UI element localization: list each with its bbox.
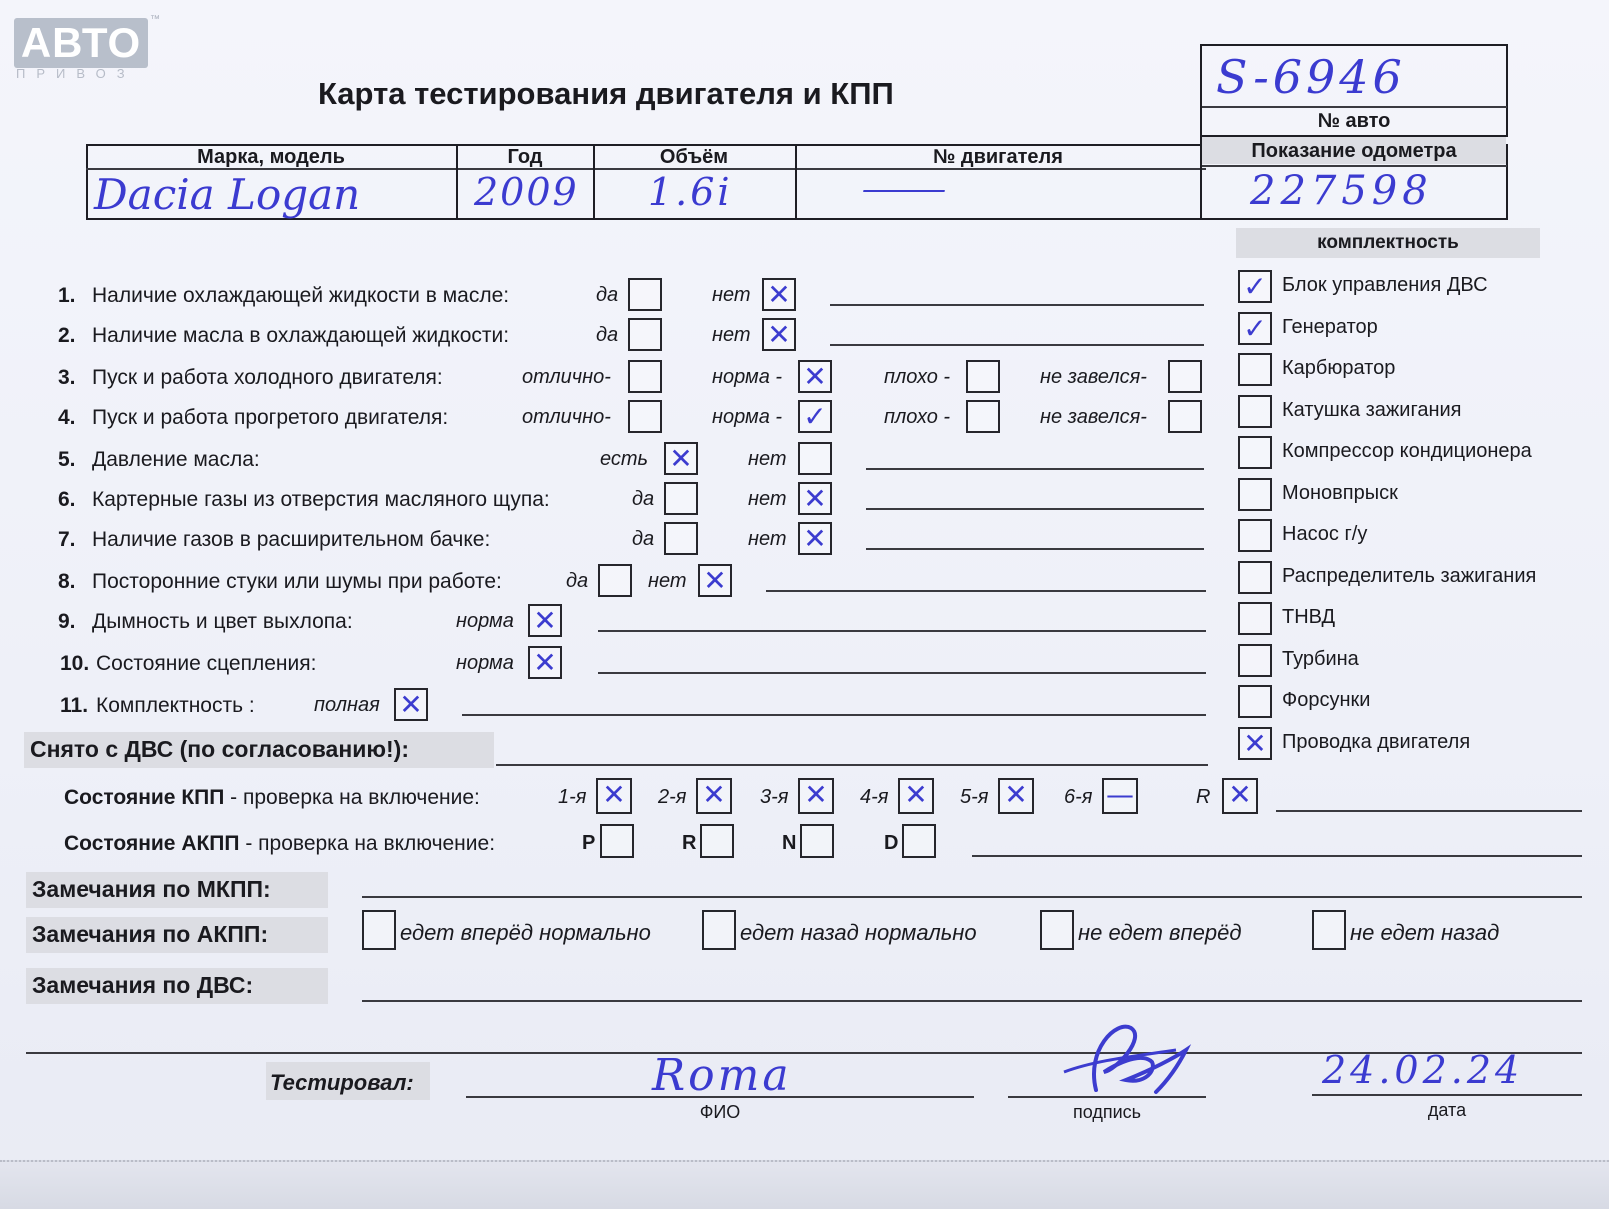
check-6-checkbox-2-mark: ✕ [803,482,827,515]
check-8-option-label-2: нет [648,570,687,592]
check-1-checkbox-2-mark: ✕ [767,278,791,311]
check-7-checkbox-2[interactable] [798,522,832,555]
kpp-gear-checkbox-3[interactable] [798,778,834,814]
check-9-note-line [598,630,1206,632]
completeness-label-3: Карбюратор [1282,357,1396,379]
check-6-option-label-2: нет [748,488,787,510]
check-label-6: Картерные газы из отверстия масляного щупа: [92,488,550,511]
check-4-checkbox-1[interactable] [628,400,662,433]
check-9-option-label-1: норма [456,610,514,632]
check-1-checkbox-1[interactable] [628,278,662,311]
completeness-label-11: Форсунки [1282,689,1371,711]
completeness-checkbox-9[interactable] [1238,602,1272,635]
completeness-checkbox-6[interactable] [1238,478,1272,511]
akpp-remark-checkbox-4[interactable] [1312,910,1346,950]
completeness-checkbox-7[interactable] [1238,519,1272,552]
check-3-checkbox-1[interactable] [628,360,662,393]
check-10-note-line [598,672,1206,674]
kpp-gear-label-7: R [1196,786,1211,808]
akpp-remark-label-4: не едет назад [1350,920,1500,945]
check-5-checkbox-1-mark: ✕ [669,442,693,475]
akpp-gear-label-1: P [582,832,596,854]
completeness-label-5: Компрессор кондиционера [1282,440,1532,462]
check-10-option-label-1: норма [456,652,514,674]
completeness-checkbox-10[interactable] [1238,644,1272,677]
akpp-remark-label-1: едет вперёд нормально [400,920,651,945]
check-9-checkbox-1[interactable] [528,604,562,637]
test-date: 24.02.24 [1322,1048,1524,1092]
kpp-gear-checkbox-3-mark: ✕ [804,778,828,811]
completeness-label-10: Турбина [1282,647,1359,670]
kpp-gear-checkbox-6-mark: — [1106,778,1134,811]
check-4-checkbox-2[interactable] [798,400,832,433]
check-7-option-label-2: нет [748,528,787,550]
akpp-gear-label-4: D [884,832,899,854]
completeness-checkbox-5[interactable] [1238,436,1272,469]
check-2-checkbox-2-mark: ✕ [767,318,791,351]
akpp-remarks-label: Замечания по АКПП: [32,921,269,947]
check-11-checkbox-1[interactable] [394,688,428,721]
check-5-checkbox-2[interactable] [798,442,832,475]
date-caption: дата [1427,1100,1467,1120]
check-5-option-label-1: есть [600,448,649,470]
kpp-gear-checkbox-6[interactable] [1102,778,1138,814]
completeness-label-2: Генератор [1282,315,1378,338]
check-number-6: 6. [58,488,76,511]
completeness-checkbox-3[interactable] [1238,353,1272,386]
signature-caption: подпись [1072,1102,1142,1122]
check-8-checkbox-2[interactable] [698,564,732,597]
kpp-gear-checkbox-2-mark: ✕ [702,778,726,811]
check-6-checkbox-1[interactable] [664,482,698,515]
check-number-2: 2. [58,324,76,347]
check-11-checkbox-1-mark: ✕ [399,688,423,721]
avtoprivoz-logo: АВТО [14,18,148,68]
name-caption: ФИО [699,1102,741,1122]
completeness-label-7: Насос г/у [1282,523,1368,545]
kpp-gear-checkbox-7-mark: ✕ [1228,778,1252,811]
check-number-1: 1. [58,284,76,307]
check-4-checkbox-2-mark: ✓ [803,400,827,433]
check-label-3: Пуск и работа холодного двигателя: [92,366,443,389]
check-5-checkbox-1[interactable] [664,442,698,475]
make-model-value: Dacia Logan [94,170,361,219]
completeness-label-12: Проводка двигателя [1282,730,1471,753]
akpp-remark-checkbox-2[interactable] [702,910,736,950]
completeness-checkbox-12-mark: ✕ [1243,726,1267,760]
check-label-1: Наличие охлаждающей жидкости в масле: [92,284,510,307]
check-9-checkbox-1-mark: ✕ [533,604,557,637]
check-3-checkbox-4[interactable] [1168,360,1202,393]
check-1-option-label-1: да [596,284,619,306]
completeness-title: комплектность [1317,232,1459,253]
check-2-option-label-2: нет [712,324,751,346]
check-11-option-label-1: полная [314,694,380,716]
check-2-option-label-1: да [596,324,619,346]
check-8-checkbox-2-mark: ✕ [703,564,727,597]
completeness-checkbox-1-mark: ✓ [1243,270,1267,303]
check-10-checkbox-1[interactable] [528,646,562,679]
check-number-8: 8. [58,570,76,593]
completeness-label-4: Катушка зажигания [1282,398,1462,421]
check-3-option-label-3: плохо - [884,366,951,388]
odometer-header: Показание одометра [1251,140,1457,162]
akpp-gear-checkbox-2[interactable] [700,824,734,858]
completeness-checkbox-11[interactable] [1238,685,1272,718]
kpp-gear-checkbox-1[interactable] [596,778,632,814]
completeness-checkbox-1[interactable] [1238,270,1272,303]
engine-number-value: ——— [862,172,943,207]
check-1-checkbox-2[interactable] [762,278,796,311]
kpp-gear-checkbox-2[interactable] [696,778,732,814]
kpp-gear-label-1: 1-я [558,786,587,808]
check-4-checkbox-4[interactable] [1168,400,1202,433]
check-3-checkbox-2[interactable] [798,360,832,393]
car-number-value: S-6946 [1216,50,1406,104]
dvs-remarks-label: Замечания по ДВС: [32,972,254,998]
completeness-label-9: ТНВД [1282,606,1336,628]
check-number-10: 10. [60,652,90,675]
kpp-gear-checkbox-4-mark: ✕ [904,778,928,811]
check-6-checkbox-2[interactable] [798,482,832,515]
check-4-option-label-3: плохо - [884,406,951,428]
completeness-checkbox-2[interactable] [1238,312,1272,345]
check-number-11: 11. [60,694,89,717]
check-8-option-label-1: да [566,570,589,592]
kpp-gear-checkbox-5[interactable] [998,778,1034,814]
check-7-checkbox-1[interactable] [664,522,698,555]
kpp-gear-label-3: 3-я [760,786,789,808]
check-number-3: 3. [58,366,76,389]
check-3-option-label-1: отлично- [522,366,611,388]
check-4-option-label-2: норма - [712,406,783,428]
check-2-checkbox-1[interactable] [628,318,662,351]
check-3-option-label-2: норма - [712,366,783,388]
akpp-gear-checkbox-4[interactable] [902,824,936,858]
check-7-note-line [866,548,1204,550]
check-11-note-line [462,714,1206,716]
odometer-value: 227598 [1250,168,1433,214]
year-header: Год [507,146,543,168]
volume-value: 1.6i [648,170,733,214]
torn-paper-edge [0,1160,1609,1209]
akpp-gear-label-2: R [682,832,697,854]
check-number-4: 4. [58,406,76,429]
check-4-option-label-1: отлично- [522,406,611,428]
check-label-2: Наличие масла в охлаждающей жидкости: [92,324,510,347]
kpp-gear-checkbox-5-mark: ✕ [1004,778,1028,811]
akpp-gear-checkbox-1[interactable] [600,824,634,858]
check-label-7: Наличие газов в расширительном бачке: [92,528,491,551]
check-1-note-line [830,304,1204,306]
kpp-gear-label-6: 6-я [1064,786,1093,808]
check-label-11: Комплектность : [96,694,255,717]
kpp-label: Состояние КПП - проверка на включение: [64,786,480,809]
check-number-7: 7. [58,528,76,551]
completeness-label-1: Блок управления ДВС [1282,274,1488,296]
completeness-checkbox-12[interactable] [1238,727,1272,760]
akpp-remark-label-3: не едет вперёд [1078,920,1242,945]
check-label-5: Давление масла: [92,448,260,471]
check-label-8: Посторонние стуки или шумы при работе: [92,570,502,593]
check-10-checkbox-1-mark: ✕ [533,646,557,679]
logo-trademark: ™ [150,14,160,25]
check-2-note-line [830,344,1204,346]
completeness-checkbox-4[interactable] [1238,395,1272,428]
check-3-checkbox-2-mark: ✕ [803,360,827,393]
check-label-9: Дымность и цвет выхлопа: [92,610,353,633]
check-6-option-label-1: да [632,488,655,510]
check-4-option-label-4: не завелся- [1040,406,1147,428]
signature-mark [1056,1010,1206,1105]
completeness-label-6: Моновпрыск [1282,481,1398,504]
kpp-gear-label-5: 5-я [960,786,989,808]
check-3-checkbox-3[interactable] [966,360,1000,393]
kpp-gear-label-4: 4-я [860,786,889,808]
kpp-gear-label-2: 2-я [658,786,687,808]
check-7-checkbox-2-mark: ✕ [803,522,827,555]
kpp-gear-checkbox-7[interactable] [1222,778,1258,814]
removed-label: Снято с ДВС (по согласованию!): [30,736,409,762]
check-5-option-label-2: нет [748,448,787,470]
logo-subtitle: ПРИВОЗ [16,66,136,81]
kpp-gear-checkbox-4[interactable] [898,778,934,814]
year-value: 2009 [474,170,579,214]
tested-label: Тестировал: [270,1070,414,1095]
check-number-9: 9. [58,610,76,633]
check-8-checkbox-1[interactable] [598,564,632,597]
akpp-remark-checkbox-1[interactable] [362,910,396,950]
volume-header: Объём [659,146,729,168]
mkpp-remarks-label: Замечания по МКПП: [32,876,271,902]
check-3-option-label-4: не завелся- [1040,366,1147,388]
akpp-remark-checkbox-3[interactable] [1040,910,1074,950]
car-number-label: № авто [1317,110,1391,132]
akpp-remark-label-2: едет назад нормально [740,920,977,945]
completeness-checkbox-2-mark: ✓ [1243,311,1267,345]
check-label-4: Пуск и работа прогретого двигателя: [92,406,449,429]
check-label-10: Состояние сцепления: [96,652,317,675]
akpp-label: Состояние АКПП - проверка на включение: [64,832,496,855]
page-title: Карта тестирования двигателя и КПП [318,76,894,111]
check-4-checkbox-3[interactable] [966,400,1000,433]
check-5-note-line [866,468,1204,470]
akpp-gear-label-3: N [782,832,797,854]
make-model-header: Марка, модель [197,146,345,168]
check-7-option-label-1: да [632,528,655,550]
engine-number-header: № двигателя [933,146,1063,168]
completeness-label-8: Распределитель зажигания [1282,564,1537,587]
tester-name: Roma [652,1050,792,1101]
check-1-option-label-2: нет [712,284,751,306]
check-2-checkbox-2[interactable] [762,318,796,351]
check-number-5: 5. [58,448,76,471]
check-6-note-line [866,508,1204,510]
check-8-note-line [766,590,1206,592]
completeness-checkbox-8[interactable] [1238,561,1272,594]
kpp-gear-checkbox-1-mark: ✕ [602,778,626,811]
akpp-gear-checkbox-3[interactable] [800,824,834,858]
